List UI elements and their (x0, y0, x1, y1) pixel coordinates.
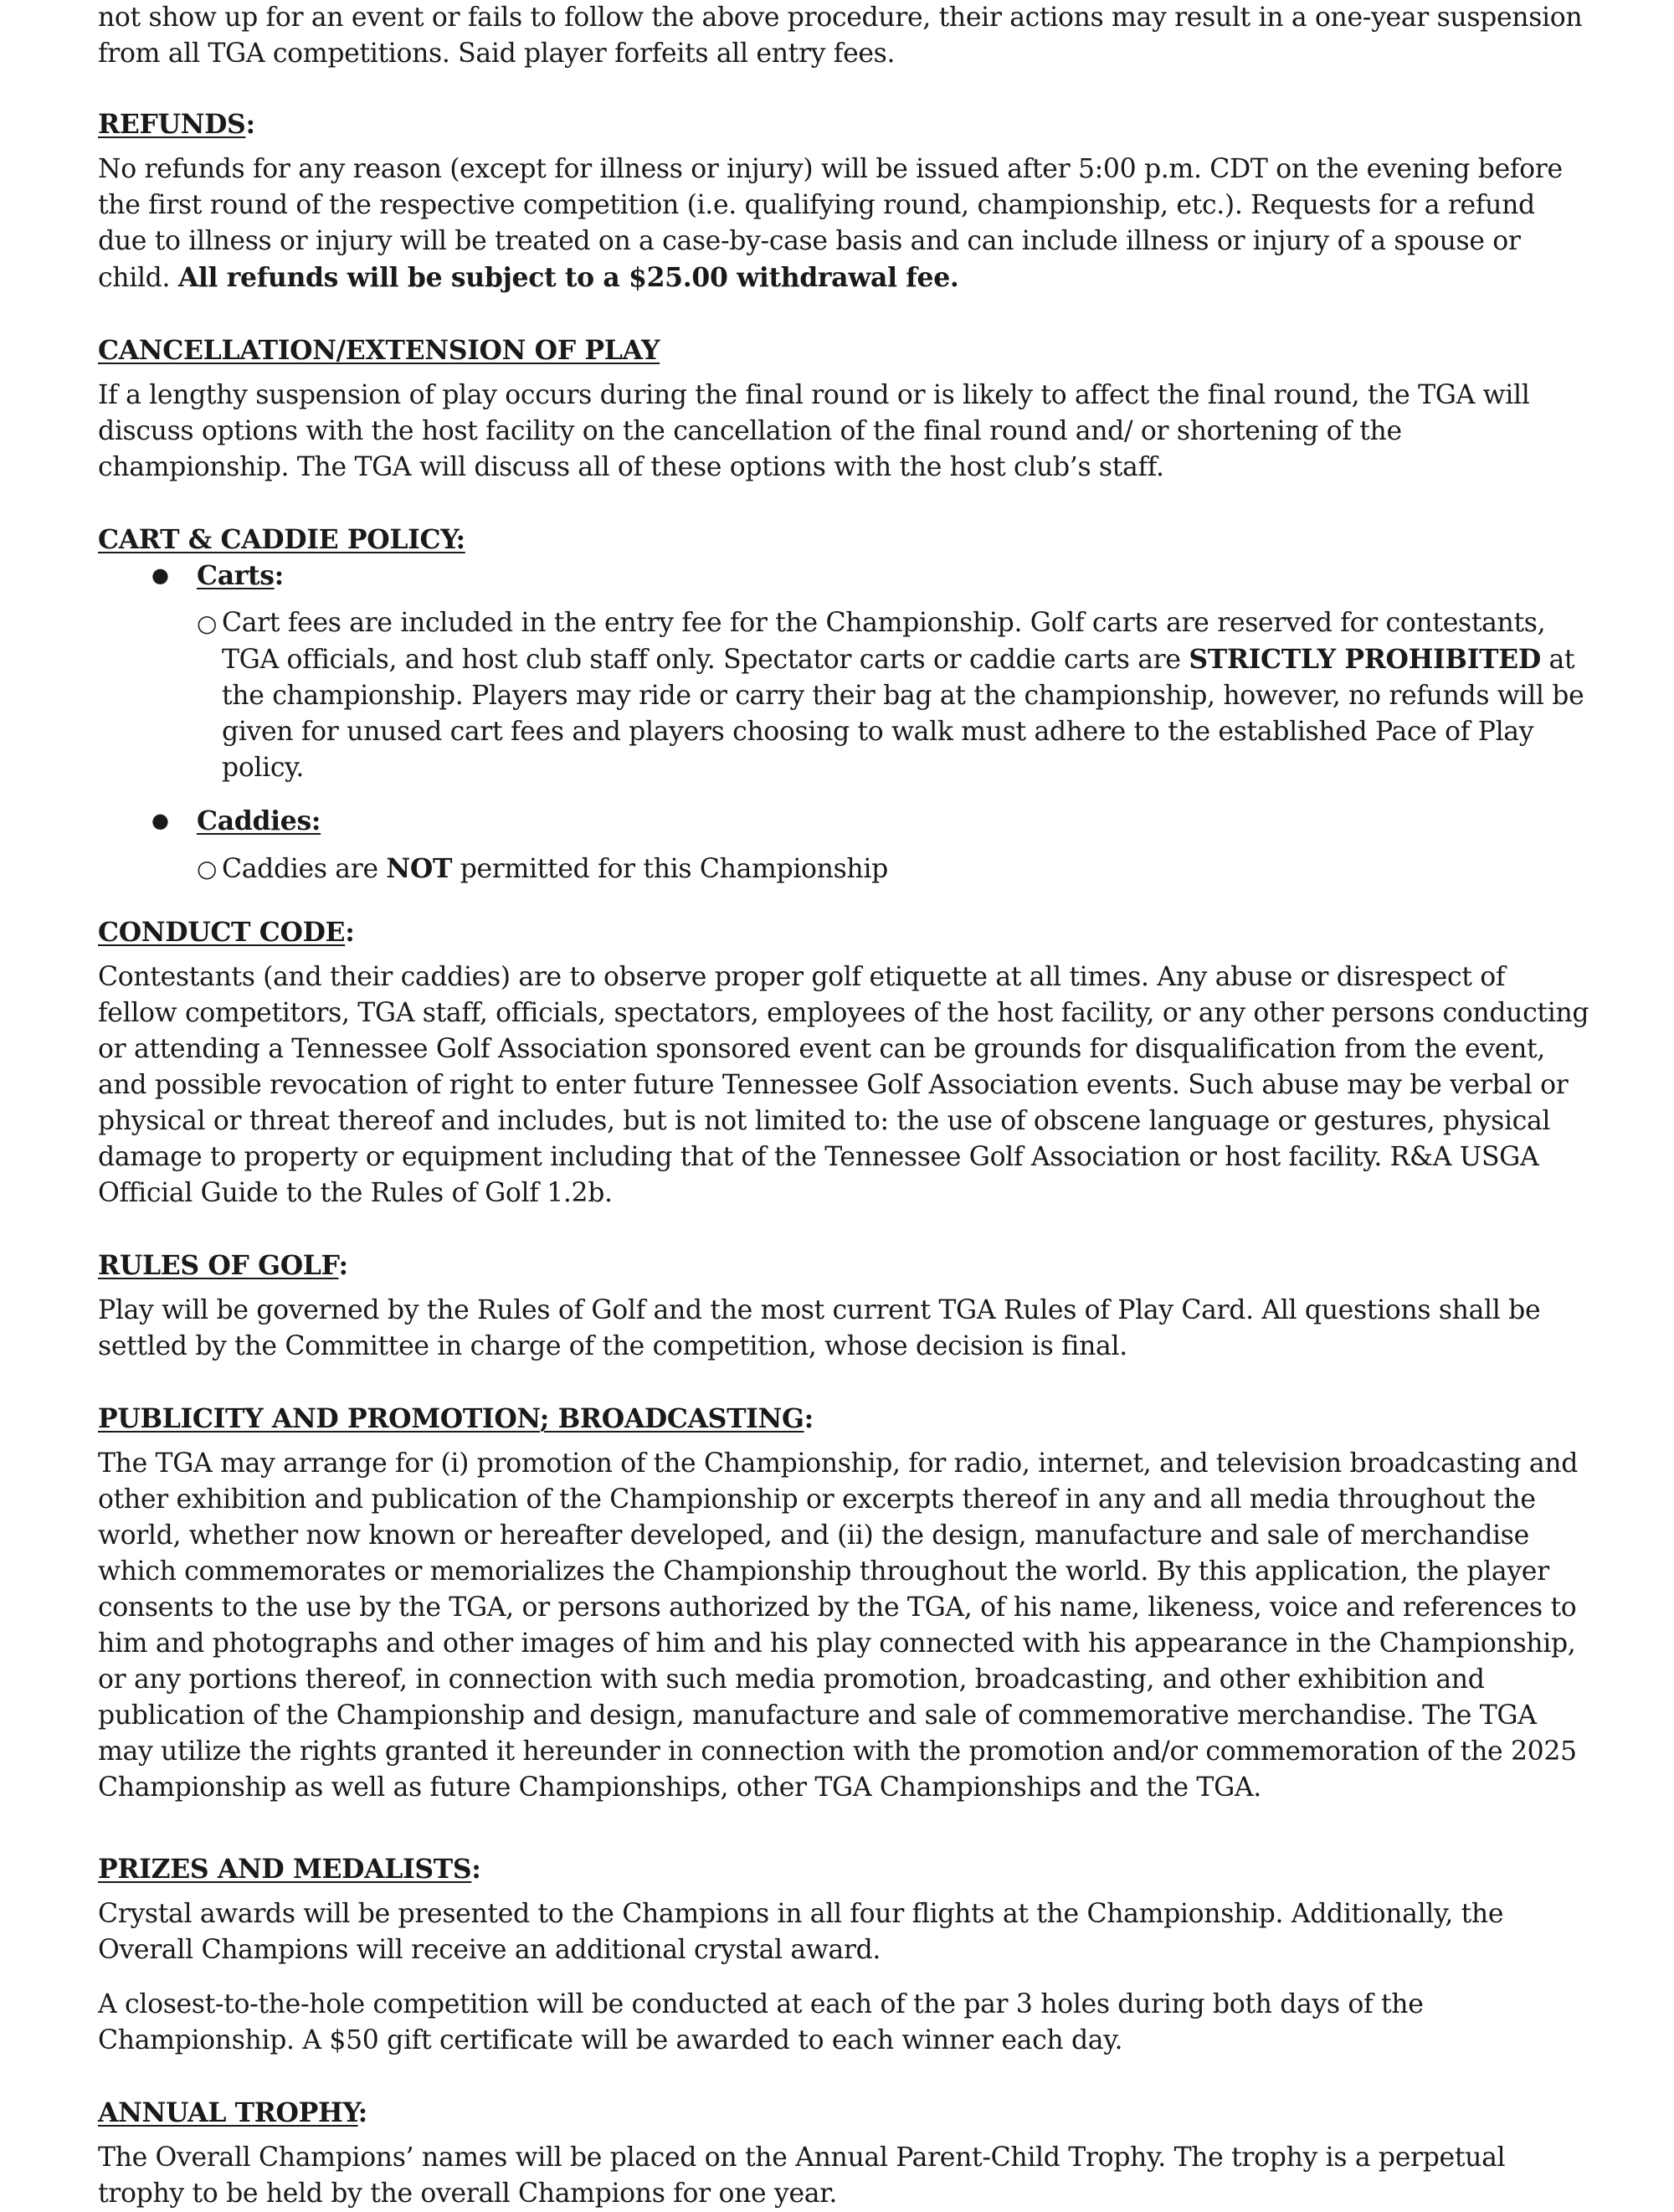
conduct-heading: CONDUCT CODE: (98, 917, 355, 948)
caddies-detail: ○ Caddies are NOT permitted for this Championship (98, 851, 1589, 887)
bullet-dot-icon: ● (151, 809, 169, 832)
bullet-dot-icon: ● (151, 563, 169, 587)
publicity-paragraph: The TGA may arrange for (i) promotion of the Championship, for radio, internet, and television broadcasting and other exhibition and publication of the Championship or excerpts thereof in any and all media throughout the world, whether now known or hereafter developed, and (ii) the design, manufacture and sale of merchandise which commemorates or memorializes the Championship throughout the world. By this application, the player consents to the use by the TGA, or persons authorized by the TGA, of his name, likeness, voice and references to him and photographs and other images of him and his play connected with his appearance in the Championship, or any portions thereof, in connection with such media promotion, broadcasting, and other exhibition and publication of the Championship and design, manufacture and sale of commemorative merchandise. The TGA may utilize the rights granted it hereunder in connection with the promotion and/or commemoration of the 2025 Championship as well as future Championships, other TGA Championships and the TGA. (98, 1448, 1579, 1803)
rules-heading: RULES OF GOLF: (98, 1250, 348, 1281)
sub-bullet-circle-icon: ○ (197, 610, 218, 637)
intro-paragraph: not show up for an event or fails to follow the above procedure, their actions may result in a one-year suspension from all TGA competitions. Said player forfeits all entry fees. (98, 3, 1583, 69)
prizes-paragraph-2: A closest-to-the-hole competition will be conducted at each of the par 3 holes during both days of the Championship. A $50 gift certificate will be awarded to each winner each day. (98, 1989, 1424, 2055)
carts-bullet: ● Carts: (98, 558, 1589, 594)
cancellation-paragraph: If a lengthy suspension of play occurs during the final round or is likely to affect the final round, the TGA will discuss options with the host facility on the cancellation of the final round and/ or shortening of the championship. The TGA will discuss all of these options with the host club’s staff. (98, 380, 1530, 482)
trophy-paragraph: The Overall Champions’ names will be placed on the Annual Parent-Child Trophy. The trophy is a perpetual trophy to be held by the overall Champions for one year. (98, 2143, 1506, 2209)
refunds-paragraph: No refunds for any reason (except for illness or injury) will be issued after 5:00 p.m. CDT on the evening before the first round of the respective competition (i.e. qualifying round, championship, etc.). Requests for a refund due to illness or injury will be treated on a case-by-case basis and can include illness or injury of a spouse or child. All refunds will be subject to a $25.00 withdrawal fee. (98, 154, 1563, 293)
carts-detail: ○ Cart fees are included in the entry fee for the Championship. Golf carts are reserved for contestants, TGA officials, and host club staff only. Spectator carts or caddie carts are STRICTLY PROHIBITED at the championship. Players may ride or carry their bag at the championship, however, no refunds will be given for unused cart fees and players choosing to walk must adhere to the established Pace of Play policy. (98, 605, 1589, 786)
conduct-paragraph: Contestants (and their caddies) are to observe proper golf etiquette at all times. Any abuse or disrespect of fellow competitors, TGA staff, officials, spectators, employees of the host facility, or any other persons conducting or attending a Tennessee Golf Association sponsored event can be grounds for disqualification from the event, and possible revocation of right to enter future Tennessee Golf Association events. Such abuse may be verbal or physical or threat thereof and includes, but is not limited to: the use of obscene language or gestures, physical damage to property or equipment including that of the Tennessee Golf Association or host facility. R&A USGA Official Guide to the Rules of Golf 1.2b. (98, 962, 1589, 1208)
prizes-paragraph-1: Crystal awards will be presented to the Champions in all four flights at the Championship. Additionally, the Overall Champions will receive an additional crystal award. (98, 1899, 1504, 1965)
caddies-label: Caddies: (197, 805, 321, 836)
caddies-bullet (98, 803, 1589, 840)
trophy-heading: ANNUAL TROPHY: (98, 2097, 367, 2128)
publicity-heading: PUBLICITY AND PROMOTION; BROADCASTING: (98, 1403, 814, 1434)
refunds-heading: REFUNDS: (98, 109, 255, 140)
cart-caddie-heading: CART & CADDIE POLICY: (98, 524, 465, 555)
carts-label: Carts (197, 560, 275, 591)
rules-paragraph: Play will be governed by the Rules of Golf and the most current TGA Rules of Play Card. All questions shall be settled by the Committee in charge of the competition, whose decision is final. (98, 1295, 1541, 1361)
document-page (98, 0, 1589, 2212)
withdrawal-fee-note: All refunds will be subject to a $25.00 withdrawal fee. (177, 262, 959, 293)
cancellation-heading: CANCELLATION/EXTENSION OF PLAY (98, 335, 660, 366)
prizes-heading: PRIZES AND MEDALISTS: (98, 1854, 481, 1885)
sub-bullet-circle-icon: ○ (197, 855, 218, 882)
